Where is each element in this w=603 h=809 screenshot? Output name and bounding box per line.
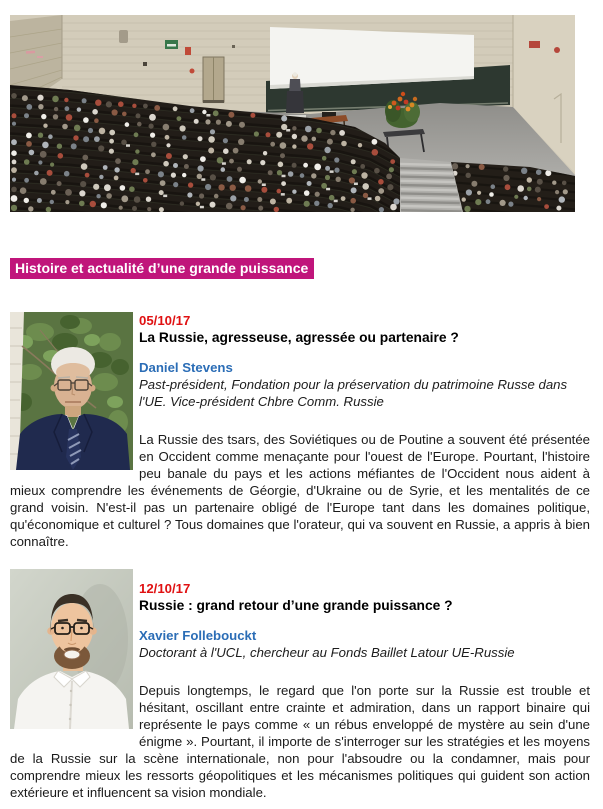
lecture-date: 05/10/17 <box>139 312 191 328</box>
smile <box>64 650 80 659</box>
lecture-description: Depuis longtemps, le regard que l'on porte sur la Russie est trouble et hésitant, oscillant entre crainte et admiration, dans un rapport binaire qui représente le pays comme « un rébus enveloppé de mystère au sein d'une énigme ». Pourtant, il importe de s'interroger sur les stratégies et les moyens de la Russie sur la scène internationale, non pour l'absoudre ou la condamner, mais pour comprendre mieux les ressorts géopolitiques et les mécanismes politiques qui guident son action extérieure et influencent sa vision mondiale. <box>10 682 590 800</box>
section-banner <box>10 258 314 279</box>
speaker-name: Xavier Follebouckt <box>139 627 257 643</box>
lecture-hall-photo <box>10 15 575 212</box>
lecture-description: La Russie des tsars, des Soviétiques ou de Poutine a souvent été présentée en Occident comme menaçante pour l'ouest de l'Europe. Pourtant, l'histoire peu banale du pays et les actions méfiantes de l'Occident nous aident à mieux comprendre les événements de Géorgie, d'Ukraine ou de Syrie, et les mentalités de ce grand voisin. N'est-il pas un partenaire obligé de l'Europe tant dans les domaines politique, qu'économique et culturel ? Tous domaines que l'orateur, qui va souvent en Russie, a appris à bien connaître. <box>10 431 590 549</box>
speaker-role: Past-président, Fondation pour la préservation du patrimoine Russe dans l'UE. Vice-président Chbre Comm. Russie <box>139 376 568 409</box>
speaker-photo-xavier-follebouckt <box>10 569 133 729</box>
speaker-name: Daniel Stevens <box>139 359 233 375</box>
speaker-photo-daniel-stevens <box>10 312 133 470</box>
speaker-role: Doctorant à l'UCL, chercheur au Fonds Baillet Latour UE-Russie <box>139 644 515 660</box>
auditorium-door <box>203 57 224 103</box>
lecture-title: La Russie, agresseuse, agressée ou partenaire ? <box>139 329 459 345</box>
lecture-date: 12/10/17 <box>139 580 191 596</box>
wall-speaker-box <box>119 30 128 43</box>
section-title: Histoire et actualité d’une grande puissance <box>15 260 309 276</box>
lecture-entry-2 <box>10 580 590 801</box>
lecture-title: Russie : grand retour d’une grande puissance ? <box>139 597 453 613</box>
red-sign-right <box>529 41 540 48</box>
fire-extinguisher-sign <box>185 47 191 55</box>
lecture-entry-1 <box>10 312 590 550</box>
